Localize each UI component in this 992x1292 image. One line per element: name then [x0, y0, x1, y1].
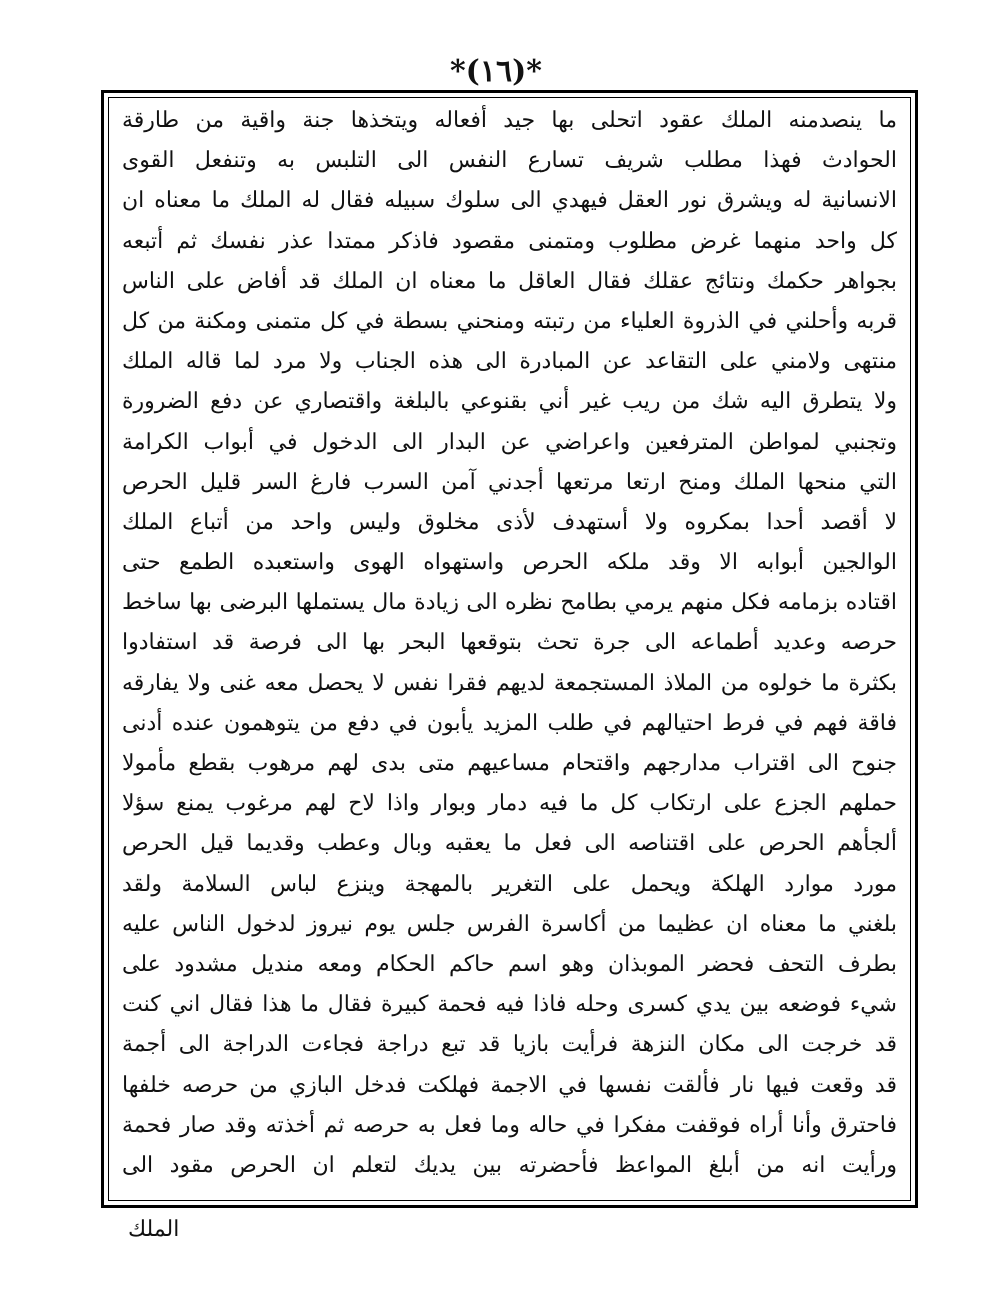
text-line: فاحترق وأنا أراه فوقفت مفكرا في حاله وما فعل به حرصه ثم أخذته وقد صار فحمة — [122, 1112, 897, 1138]
text-line: جنوح الى اقتراب مدارجهم واقتحام مساعيهم متى بدى لهم مرهوب بقطع مأمولا — [122, 751, 897, 776]
text-line: حملهم الجزع على ارتكاب كل ما فيه دمار وبوار واذا لاح لهم مرغوب يمنع سؤلا — [122, 791, 897, 817]
text-line: ورأيت انه من أبلغ المواعظ فأحضرته بين يديك لتعلم ان الحرص مقود الى — [122, 1152, 897, 1178]
text-line: بكثرة ما خولوه من الملاذ المستجمعة لديهم فقرا نفس لا يحصل معه غنى ولا يفارقه — [122, 670, 897, 696]
text-line: ألجأهم الحرص على اقتناصه الى فعل ما يعقبه وبال وعطب وقديما قيل الحرص — [122, 831, 897, 857]
text-line: حرصه وعديد أطماعه الى جرة تحث بتوقعها البحر بها الى فرصة قد استفادوا — [122, 630, 897, 656]
page-number: *(١٦)* — [449, 54, 542, 89]
text-line: قد خرجت الى مكان النزهة فرأيت بازيا قد تبع دراجة فجاءت الدراجة الى أجمة — [122, 1032, 897, 1058]
text-line: قربه وأحلني في الذروة العلياء من رتبته ومنحني بسطة في كل متمنى ومكنة من كل — [122, 308, 897, 334]
text-line: بطرف التحف فحضر الموبذان وهو اسم حاكم الحكام ومعه منديل مشدود على — [122, 951, 897, 977]
text-line: قد وقعت فيها نار فألقت نفسها في الاجمة فهلكت فدخل البازي من حرصه خلفها — [122, 1072, 897, 1098]
text-line: التي منحها الملك ومنح ارتعا مرتعها أجدني آمن السرب فارغ السر قليل الحرص — [122, 469, 897, 495]
text-line: بجواهر حكمك ونتائج عقلك فقال العاقل ما معناه ان الملك قد أفاض على الناس — [122, 268, 897, 294]
text-line: الحوادث فهذا مطلب شريف تسارع النفس الى التلبس به وتنفعل القوى — [122, 148, 897, 174]
text-line: ولا يتطرق اليه شك من ريب غير أني بقنوعي بالبلغة واقتصاري عن دفع الضرورة — [122, 389, 897, 415]
text-line: الوالجين أبوابه الا وقد ملكه الحرص واستهواه الهوى واستعبده الطمع حتى — [122, 550, 897, 576]
text-line: بلغني ما معناه ان عظيما من أكاسرة الفرس جلس يوم نيروز لدخول الناس عليه — [122, 911, 897, 937]
text-line: مورد موارد الهلكة ويحمل على التغرير بالمهجة وينزع لباس السلامة ولقد — [122, 871, 897, 897]
text-line: وتجنبي لمواطن المترفعين واعراضي عن البدار الى الدخول في أبواب الكرامة — [122, 429, 897, 455]
text-line: فاقة فهم في فرط احتيالهم في طلب المزيد يأبون في دفع من يتوهمون عنده أدنى — [122, 710, 897, 736]
text-line: شيء فوضعه بين يدي كسرى وحله فاذا فيه فحمة كبيرة فقال ما هذا فقال اني كنت — [122, 992, 897, 1018]
text-line: لا أقصد أحدا بمكروه ولا أستهدف لأذى مخلوق وليس واحد من أتباع الملك — [122, 509, 897, 535]
text-line: منتهى ولامني على التقاعد عن المبادرة الى هذه الجناب ولا مرد لما قاله الملك — [122, 349, 897, 375]
body-text — [116, 101, 903, 1186]
text-line: اقتاده بزمامه فكل منهم يرمي بطامح نظره الى زيادة مال يستملها البرضى بها ساخط — [122, 590, 897, 616]
text-line: كل واحد منهما غرض مطلوب ومتمنى مقصود فاذكر ممتدا عذر نفسك ثم أتبعه — [122, 228, 897, 254]
text-line: ما ينصدمنه الملك عقود اتحلى بها جيد أفعاله ويتخذها جنة واقية من طارقة — [122, 108, 897, 133]
text-line: الانسانية له ويشرق نور العقل فيهدي الى سلوك سبيله فقال له الملك ما معناه ان — [122, 188, 897, 214]
catchword: الملك — [128, 1217, 180, 1242]
